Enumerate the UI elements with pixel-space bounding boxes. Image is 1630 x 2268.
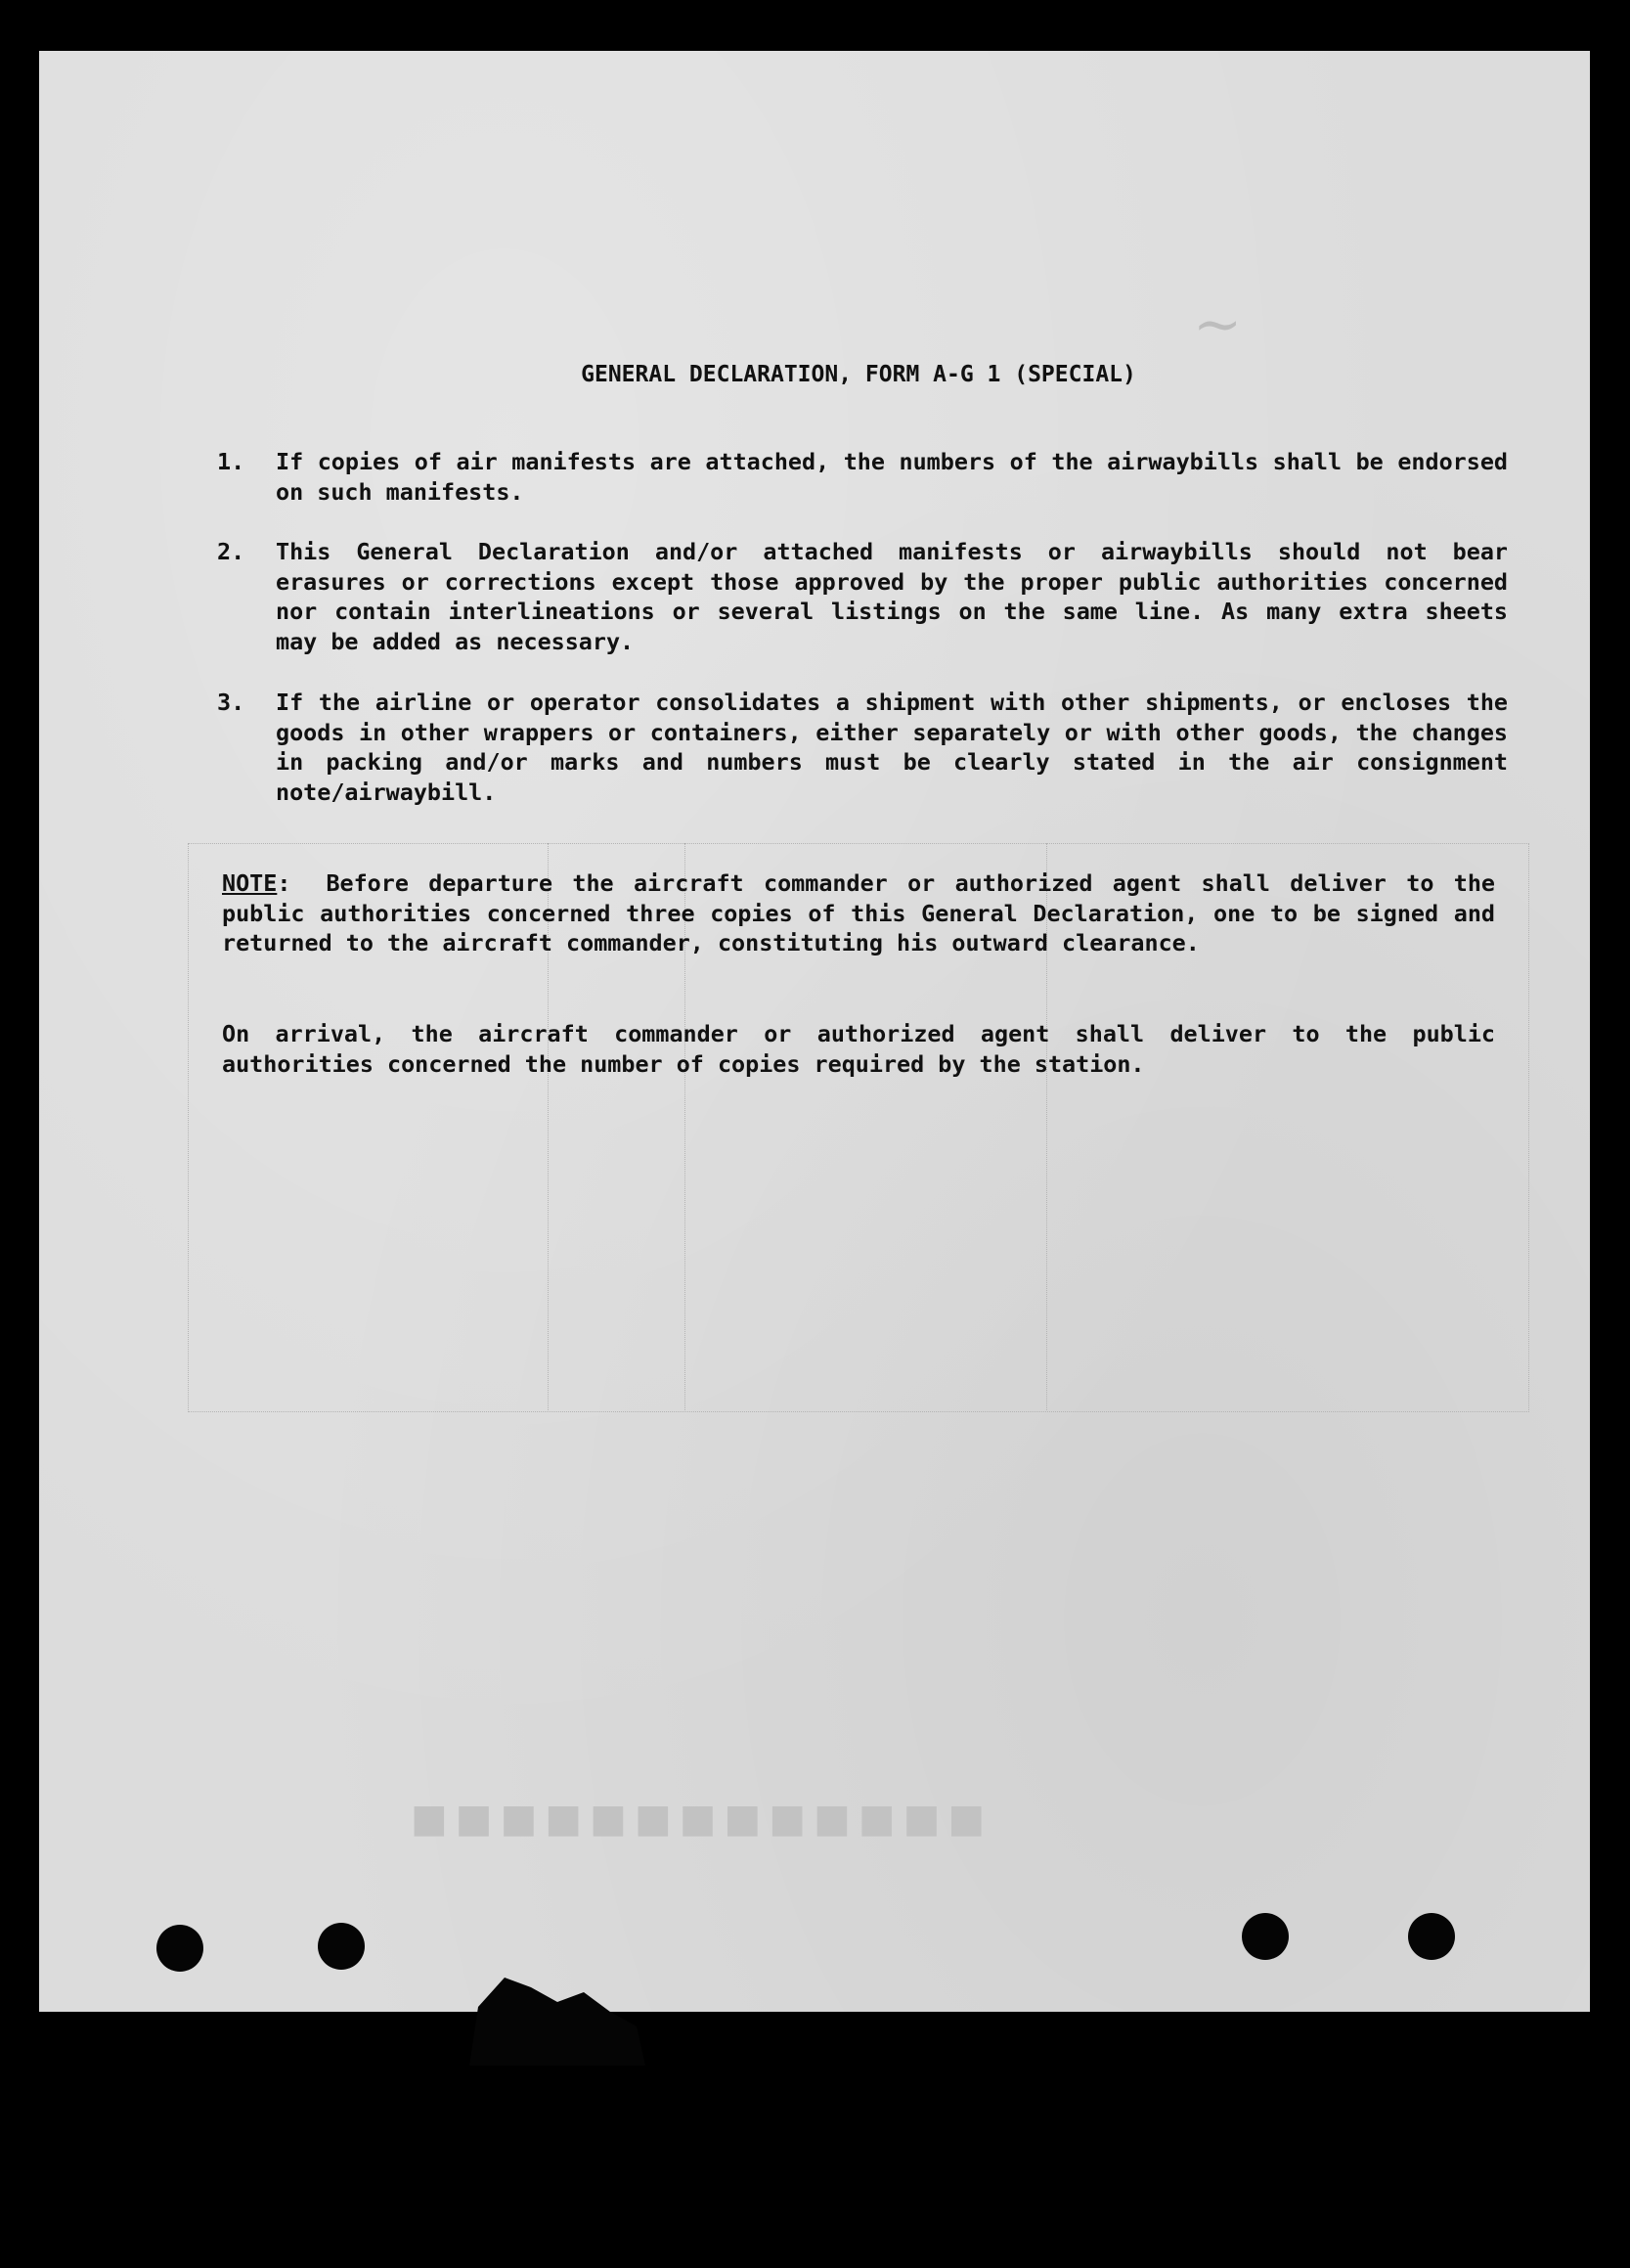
- note-colon: :: [277, 869, 291, 897]
- punch-hole: [156, 1925, 203, 1972]
- instruction-item-2: [217, 537, 1508, 656]
- note-label: NOTE: [222, 869, 278, 897]
- item-text: If copies of air manifests are attached, the numbers of the airwaybills shall be endorsed on such manifests.: [276, 448, 1508, 506]
- item-number: 2.: [217, 538, 245, 565]
- punch-hole: [318, 1923, 365, 1970]
- punch-hole: [1242, 1913, 1289, 1960]
- item-number: 3.: [217, 689, 245, 716]
- note-paragraph: [222, 868, 1495, 958]
- arrival-paragraph: On arrival, the aircraft commander or authorized agent shall deliver to the public authorities concerned the number of copies required by the station.: [222, 1020, 1495, 1078]
- bleed-through-handwriting: ~: [1193, 290, 1243, 359]
- document-body: [39, 51, 1590, 2012]
- item-text: This General Declaration and/or attached manifests or airwaybills should not bear erasures or corrections except those approved by the proper public authorities concerned nor contain interlineations or several listings on the same line. As many extra sheets may be added as necessary.: [276, 538, 1508, 655]
- note-text: Before departure the aircraft commander or authorized agent shall deliver to the public authorities concerned three copies of this General Declaration, one to be signed and returned to the aircraft commander, constituting his outward clearance.: [222, 869, 1495, 956]
- instruction-item-3: [217, 688, 1508, 807]
- document-title: GENERAL DECLARATION, FORM A-G 1 (SPECIAL): [581, 362, 1136, 387]
- item-text: If the airline or operator consolidates a shipment with other shipments, or encloses the goods in other wrappers or containers, either separately or with other goods, the changes in packing and/or marks and numbers must be clearly stated in the air consignment note/airwaybill.: [276, 689, 1508, 806]
- item-number: 1.: [217, 448, 245, 475]
- punch-hole: [1408, 1913, 1455, 1960]
- bleed-through-heading: ■■■■■■■■■■■■■: [411, 1801, 993, 1846]
- document-sheet: [39, 51, 1590, 2012]
- instruction-item-1: [217, 447, 1508, 507]
